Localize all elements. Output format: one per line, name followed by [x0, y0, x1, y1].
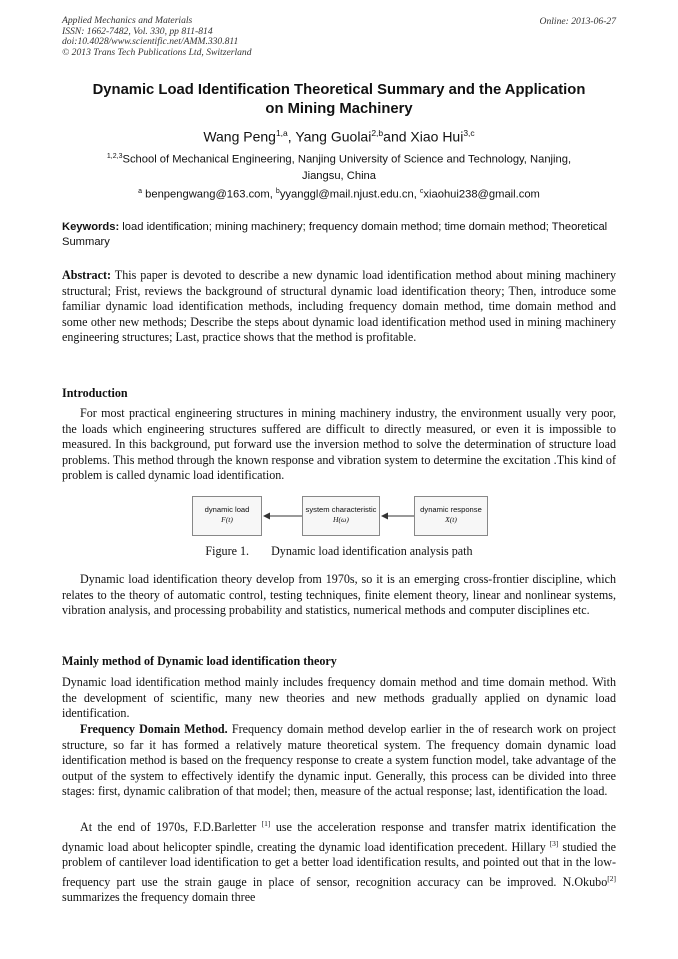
frequency-domain-label: Frequency Domain Method.: [80, 722, 228, 736]
paper-title: [62, 81, 616, 119]
box-system-characteristic-label: system characteristic: [305, 505, 377, 514]
keywords-text: load identification; mining machinery; frequency domain method; time domain method; Theoretical Summary: [62, 221, 608, 248]
box-system-characteristic-symbol: H(ω): [333, 515, 349, 524]
title-line-2: on Mining Machinery: [265, 101, 413, 117]
citation-3[interactable]: [3]: [549, 838, 559, 848]
title-line-1: Dynamic Load Identification Theoretical Summary and the Application: [92, 82, 586, 98]
abstract-label: Abstract:: [62, 268, 112, 282]
methods-heading: Mainly method of Dynamic load identification theory: [62, 654, 337, 668]
doi-line: doi:10.4028/www.scientific.net/AMM.330.811: [62, 36, 239, 48]
online-date: Online: 2013-06-27: [539, 16, 616, 27]
author-1: Wang Peng: [203, 128, 276, 145]
history-paragraph: Dynamic load identification theory develop from 1970s, so it is an emerging cross-frontier discipline, which relates to the theory of automatic control, testing techniques, finite element theory, linear and nonlinear systems, vibration analysis, and processing probability and statistics, numerical methods and computer disciplines etc.: [62, 572, 616, 618]
frequency-domain-paragraph: [62, 722, 616, 800]
figure-arrows: [192, 496, 488, 538]
box-dynamic-load-label: dynamic load: [204, 505, 250, 514]
box-dynamic-response-label: dynamic response: [420, 505, 482, 514]
affiliation-line-1: School of Mechanical Engineering, Nanjing University of Science and Technology, Nanjing,: [122, 153, 572, 166]
box-dynamic-response-symbol: X(t): [445, 515, 457, 524]
citation-2[interactable]: [2]: [607, 873, 616, 883]
email-a-sup: a: [138, 188, 143, 195]
author-3-sup: 3,c: [463, 128, 475, 138]
journal-header: [62, 16, 252, 58]
barletter-paragraph: [62, 816, 616, 906]
email-list: [62, 184, 616, 203]
author-3: Xiao Hui: [410, 128, 464, 145]
keywords-label: Keywords:: [62, 221, 120, 233]
affiliation: [62, 149, 616, 184]
paragraph-text: At the end of 1970s, F.D.Barletter: [80, 820, 262, 835]
copyright-line: © 2013 Trans Tech Publications Ltd, Switzerland: [62, 46, 252, 58]
paragraph-text: studied the problem of cantilever load identification to get a better load identification results, and pointed out that in the low-frequency part use the strain gauge in place of sensor, recognition accuracy can be improved. N.Okubo: [62, 839, 616, 889]
citation-1[interactable]: [1]: [261, 819, 271, 828]
keywords: [62, 220, 616, 249]
email-c[interactable]: xiaohui238@gmail.com: [423, 188, 540, 201]
affiliation-sup: 1,2,3: [106, 153, 123, 160]
journal-name: Applied Mechanics and Materials: [62, 15, 193, 26]
email-c-sup: c: [419, 188, 424, 195]
paragraph-text: summarizes the frequency domain three: [62, 890, 256, 905]
author-1-sup: 1,a: [275, 128, 288, 138]
figure-1-caption: [62, 544, 616, 559]
box-dynamic-load-symbol: F(t): [221, 515, 233, 524]
email-a[interactable]: benpengwang@163.com,: [142, 188, 276, 201]
figure-1-diagram: [192, 496, 488, 538]
abstract-text: This paper is devoted to describe a new dynamic load identification method about mining machinery structural; Frist, reviews the background of structural dynamic load identification theory; Then, introduce some familiar dynamic load identification methods, including frequency domain method, time domain method and some other new methods; Describe the steps about dynamic load identification method used in mining machinery engineering structures; Last, practice shows that the method is profitable.: [62, 268, 616, 345]
author-list: [62, 124, 616, 146]
caption-number: Figure 1.: [205, 544, 250, 558]
abstract: [62, 268, 616, 346]
issn-line: ISSN: 1662-7482, Vol. 330, pp 811-814: [62, 25, 213, 37]
methods-intro: Dynamic load identification method mainly includes frequency domain method and time domain method. With the development of scientific, many new theories and new methods gradually applied on dynamic load identification.: [62, 675, 616, 721]
email-b[interactable]: yyanggl@mail.njust.edu.cn,: [279, 188, 420, 201]
author-separator: ,: [287, 128, 296, 145]
author-2: Yang Guolai: [295, 128, 372, 145]
author-separator: and: [383, 128, 411, 145]
frequency-domain-text: Frequency domain method develop earlier in the of research work on project structure, so far it has formed a relatively mature theoretical system. The frequency domain dynamic load identification method is based on the frequency response to create a system function model, take advantage of the output of the system to effectively identify the dynamic input. Generally, this process can be divided into three stages: first, dynamic calibration of that model; then, measure of the actual response; last, identification the load.: [62, 722, 616, 799]
introduction-paragraph: For most practical engineering structures in mining machinery industry, the environment usually very poor, the loads which engineering structures suffered are difficult to directly measured, or even it is impossible to measured. In this background, put forward use the inversion method to solve the determination of structure load problems. This method through the known response and vibration system to determine the excitation .This kind of problem is called dynamic load identification.: [62, 406, 616, 483]
arrow-left-icon: [263, 513, 270, 520]
paragraph-text: use the acceleration response and transfer matrix identification the dynamic load about helicopter spindle, creating the dynamic load identification precedent. Hillary: [62, 820, 617, 854]
affiliation-line-2: Jiangsu, China: [301, 169, 376, 182]
caption-text: Dynamic load identification analysis path: [271, 544, 473, 558]
email-b-sup: b: [275, 188, 280, 195]
author-2-sup: 2,b: [371, 128, 384, 138]
arrow-left-icon: [381, 513, 388, 520]
introduction-heading: Introduction: [62, 386, 128, 400]
